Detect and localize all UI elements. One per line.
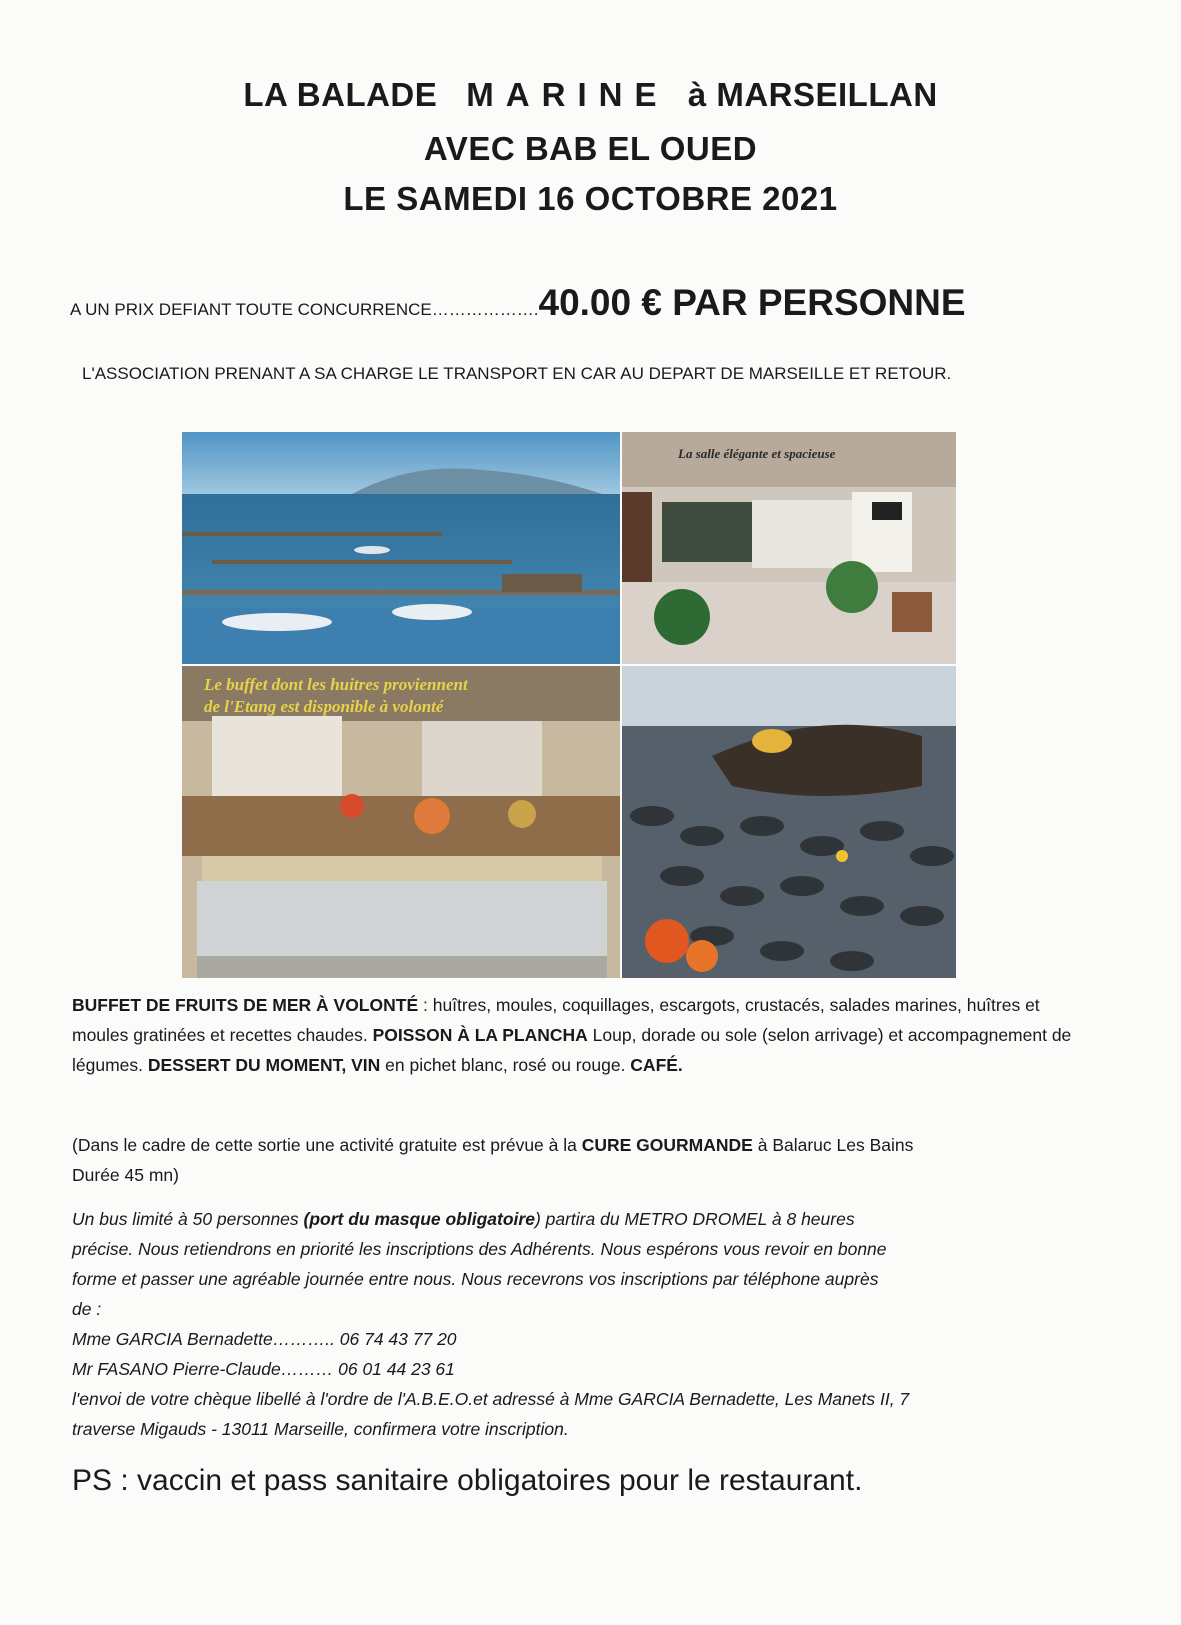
menu-description [72,990,1072,1080]
buffet-title: BUFFET DE FRUITS DE MER À VOLONTÉ [72,995,419,1015]
oysters-photo [622,666,956,978]
dining-room-photo [622,432,956,664]
title-part-1: LA BALADE [243,76,438,113]
contact-garcia: Mme GARCIA Bernadette……….. 06 74 43 77 20 [72,1329,457,1349]
price-amount: 40.00 € PAR PERSONNE [538,282,966,323]
info-line6: traverse Migauds - 13011 Marseille, confirmera votre inscription. [72,1419,569,1439]
price-lead: A UN PRIX DEFIANT TOUTE CONCURRENCE………………. [70,300,539,319]
price-line [70,282,966,324]
buffet-caption-line1: Le buffet dont les huitres proviennent [204,675,468,694]
buffet-text: : huîtres, moules, coquillages, escargots, crustacés, salades marines, huîtres et moules gratinées et recettes chaudes. [72,995,1040,1045]
title-part-marine: MARINE [466,76,669,113]
fish-text: Loup, dorade ou sole (selon arrivage) et accompagnement de légumes. [72,1025,1072,1075]
buffet-caption [204,674,604,718]
buffet-photo [182,666,620,978]
event-title [0,76,1181,114]
event-date: LE SAMEDI 16 OCTOBRE 2021 [343,180,838,217]
mask-notice: (port du masque obligatoire [303,1209,535,1229]
info-line1-a: Un bus limité à 50 personnes [72,1209,304,1229]
dessert-title: DESSERT DU MOMENT, VIN [147,1055,381,1075]
info-line5: l'envoi de votre chèque libellé à l'ordre de l'A.B.E.O.et adressé à Mme GARCIA Bernadette, Les Manets II, 7 [72,1389,910,1409]
info-line2: précise. Nous retiendrons en priorité les inscriptions des Adhérents. Nous espérons vous revoir en bonne [72,1239,887,1259]
activity-note [72,1130,1072,1190]
activity-duration: Durée 45 mn) [72,1165,179,1185]
dessert-text: en pichet blanc, rosé ou rouge. [380,1055,631,1075]
ps-note: PS : vaccin et pass sanitaire obligatoires pour le restaurant. [72,1464,863,1497]
activity-after: à Balaruc Les Bains [752,1135,914,1155]
info-line4: de : [72,1299,102,1319]
activity-before: (Dans le cadre de cette sortie une activité gratuite est prévue à la [72,1135,582,1155]
info-line1-c: ) partira du METRO DROMEL à 8 heures [534,1209,855,1229]
lagoon-photo [182,432,620,664]
practical-info [72,1204,1072,1444]
contact-fasano: Mr FASANO Pierre-Claude……… 06 01 44 23 61 [72,1359,455,1379]
fish-title: POISSON À LA PLANCHA [372,1025,588,1045]
activity-place: CURE GOURMANDE [581,1135,753,1155]
title-part-3: à MARSEILLAN [687,76,938,113]
info-line3: forme et passer une agréable journée entre nous. Nous recevrons vos inscriptions par téléphone auprès [72,1269,879,1289]
photo-collage [182,432,956,978]
buffet-caption-line2: de l'Etang est disponible à volonté [204,697,444,716]
transport-note: L'ASSOCIATION PRENANT A SA CHARGE LE TRANSPORT EN CAR AU DEPART DE MARSEILLE ET RETOUR. [82,364,952,383]
room-caption: La salle élégante et spacieuse [678,446,836,461]
event-subtitle: AVEC BAB EL OUED [423,130,758,167]
coffee: CAFÉ. [630,1055,683,1075]
